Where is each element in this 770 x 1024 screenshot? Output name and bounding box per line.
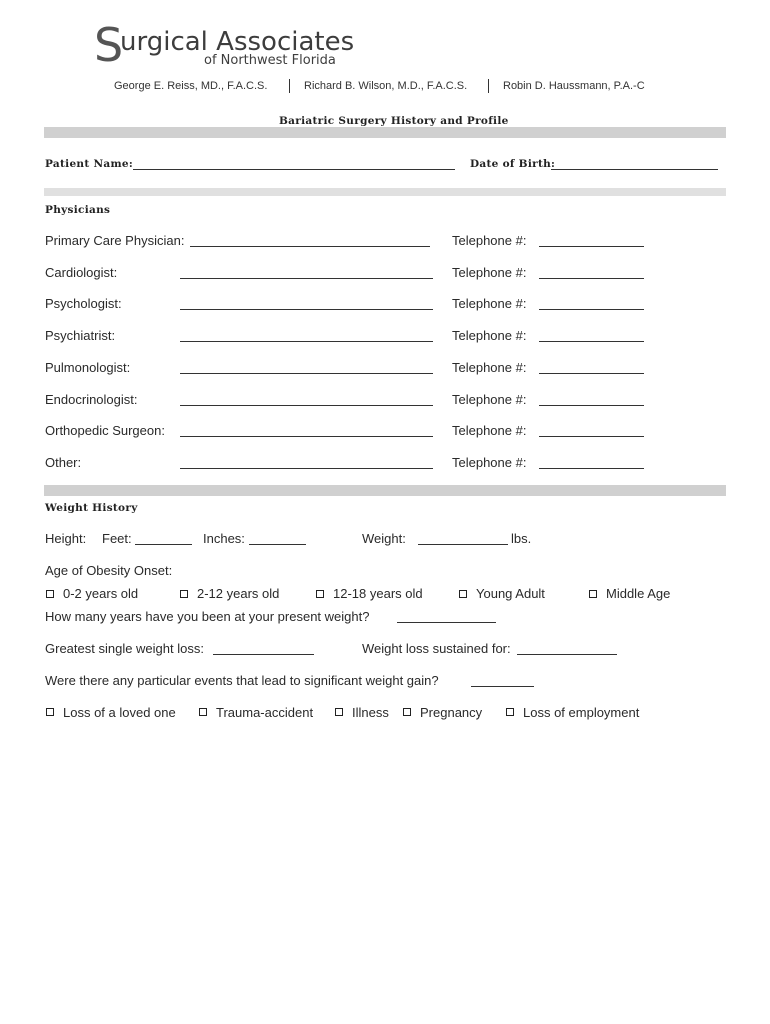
telephone-field-endocrinologist[interactable] xyxy=(539,405,644,406)
weight-gain-events-field[interactable] xyxy=(471,686,534,687)
onset-option-label: Young Adult xyxy=(476,586,545,601)
onset-option-label: Middle Age xyxy=(606,586,671,601)
staff-name-3: Robin D. Haussmann, P.A.-C xyxy=(503,80,645,92)
physician-label-pulmonologist: Pulmonologist: xyxy=(45,359,131,375)
onset-checkbox[interactable] xyxy=(316,590,324,598)
physician-name-field-psychiatrist[interactable] xyxy=(180,341,433,342)
telephone-label: Telephone #: xyxy=(452,328,527,344)
physician-name-field-pulmonologist[interactable] xyxy=(180,373,433,374)
physician-label-psychiatrist: Psychiatrist: xyxy=(45,328,116,344)
height-label: Height: xyxy=(45,531,87,546)
section-divider xyxy=(44,188,726,196)
physician-label-endocrinologist: Endocrinologist: xyxy=(45,391,138,407)
years-at-weight-question: How many years have you been at your present weight? xyxy=(45,609,370,624)
obesity-onset-label: Age of Obesity Onset: xyxy=(45,563,173,578)
telephone-field-other[interactable] xyxy=(539,468,644,469)
logo-subtitle: of Northwest Florida xyxy=(204,53,336,68)
patient-name-field[interactable] xyxy=(133,169,455,170)
physician-label-psychologist: Psychologist: xyxy=(45,296,122,312)
staff-name-2: Richard B. Wilson, M.D., F.A.C.S. xyxy=(304,80,468,92)
physician-name-field-primary-care[interactable] xyxy=(190,246,430,247)
physician-label-other: Other: xyxy=(45,454,82,470)
telephone-label: Telephone #: xyxy=(452,423,527,439)
staff-separator xyxy=(488,79,489,93)
weight-label: Weight: xyxy=(362,531,406,546)
logo-title: urgical Associates xyxy=(120,27,355,57)
telephone-label: Telephone #: xyxy=(452,233,527,248)
physician-name-field-orthopedic-surgeon[interactable] xyxy=(180,436,433,437)
physician-name-field-endocrinologist[interactable] xyxy=(180,405,433,406)
inches-field[interactable] xyxy=(249,544,306,545)
telephone-label: Telephone #: xyxy=(452,359,527,375)
onset-option-label: 0-2 years old xyxy=(63,586,139,601)
event-option-label: Pregnancy xyxy=(420,705,483,720)
physician-label-primary-care: Primary Care Physician: xyxy=(45,233,185,248)
onset-checkbox[interactable] xyxy=(459,590,467,598)
event-checkbox[interactable] xyxy=(199,708,207,716)
physician-name-field-psychologist[interactable] xyxy=(180,309,433,310)
telephone-label: Telephone #: xyxy=(452,296,527,312)
feet-field[interactable] xyxy=(135,544,192,545)
telephone-field-psychiatrist[interactable] xyxy=(539,341,644,342)
section-divider xyxy=(44,485,726,496)
patient-name-label: Patient Name: xyxy=(45,158,134,170)
onset-checkbox[interactable] xyxy=(46,590,54,598)
feet-label: Feet: xyxy=(102,531,132,546)
onset-checkbox[interactable] xyxy=(180,590,188,598)
event-option-label: Loss of employment xyxy=(523,705,640,720)
telephone-label: Telephone #: xyxy=(452,264,527,280)
telephone-label: Telephone #: xyxy=(452,454,527,470)
telephone-field-orthopedic-surgeon[interactable] xyxy=(539,436,644,437)
section-divider xyxy=(44,127,726,138)
loss-sustained-label: Weight loss sustained for: xyxy=(362,641,511,656)
event-option-label: Illness xyxy=(352,705,389,720)
event-checkbox[interactable] xyxy=(403,708,411,716)
logo-letter-s: S xyxy=(94,18,124,72)
onset-checkbox[interactable] xyxy=(589,590,597,598)
years-at-weight-field[interactable] xyxy=(397,622,496,623)
telephone-field-primary-care[interactable] xyxy=(539,246,644,247)
physician-name-field-cardiologist[interactable] xyxy=(180,278,433,279)
weight-history-heading: Weight History xyxy=(45,502,138,514)
staff-separator xyxy=(289,79,290,93)
physician-label-orthopedic-surgeon: Orthopedic Surgeon: xyxy=(45,423,165,439)
telephone-field-cardiologist[interactable] xyxy=(539,278,644,279)
telephone-field-psychologist[interactable] xyxy=(539,309,644,310)
onset-option-label: 12-18 years old xyxy=(333,586,423,601)
greatest-loss-label: Greatest single weight loss: xyxy=(45,641,204,656)
inches-label: Inches: xyxy=(203,531,245,546)
dob-label: Date of Birth: xyxy=(470,158,556,170)
telephone-field-pulmonologist[interactable] xyxy=(539,373,644,374)
event-checkbox[interactable] xyxy=(335,708,343,716)
physician-name-field-other[interactable] xyxy=(180,468,433,469)
onset-option-label: 2-12 years old xyxy=(197,586,280,601)
form-title: Bariatric Surgery History and Profile xyxy=(279,115,509,127)
event-checkbox[interactable] xyxy=(506,708,514,716)
event-option-label: Trauma-accident xyxy=(216,705,314,720)
lbs-label: lbs. xyxy=(511,531,532,546)
weight-field[interactable] xyxy=(418,544,508,545)
event-option-label: Loss of a loved one xyxy=(63,705,176,720)
physician-label-cardiologist: Cardiologist: xyxy=(45,264,118,280)
greatest-loss-field[interactable] xyxy=(213,654,314,655)
telephone-label: Telephone #: xyxy=(452,391,527,407)
loss-sustained-field[interactable] xyxy=(517,654,617,655)
weight-gain-events-question: Were there any particular events that lead to significant weight gain? xyxy=(45,673,439,688)
event-checkbox[interactable] xyxy=(46,708,54,716)
staff-name-1: George E. Reiss, MD., F.A.C.S. xyxy=(114,80,268,92)
physicians-heading: Physicians xyxy=(45,204,111,216)
dob-field[interactable] xyxy=(551,169,718,170)
